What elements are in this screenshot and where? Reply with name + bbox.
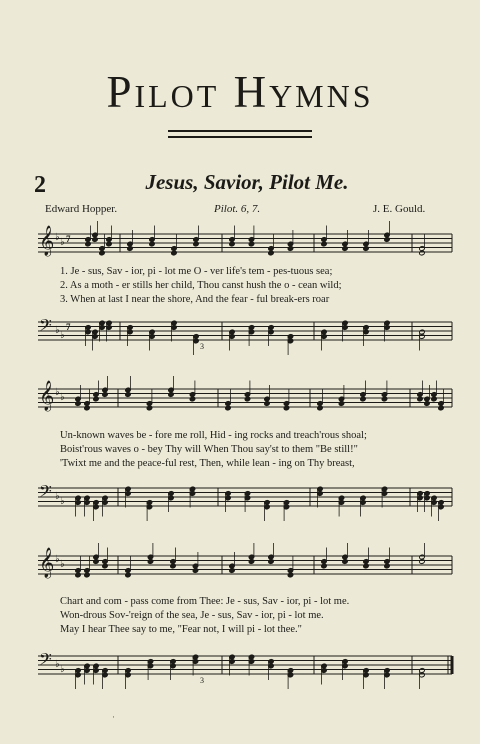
note-head (225, 405, 231, 411)
note-head (424, 401, 430, 407)
note-head (384, 563, 390, 569)
note-head (268, 250, 274, 256)
note-head (93, 396, 99, 402)
page-mark: · (112, 712, 115, 722)
note-head (229, 568, 235, 574)
treble-clef-icon: 𝄞 (39, 226, 55, 256)
flat-icon: ♭ (55, 232, 60, 243)
flat-icon: ♭ (60, 496, 65, 507)
title-rule-bottom (168, 136, 312, 138)
bass-clef-icon: 𝄢 (39, 481, 52, 505)
lyric-line: Chart and com - pass come from Thee: Je - sus, Sav - ior, pi - lot me. (60, 596, 350, 607)
flat-icon: ♭ (55, 387, 60, 398)
note-head (360, 396, 366, 402)
note-head (419, 250, 425, 256)
flat-icon: ♭ (60, 559, 65, 570)
note-head (193, 241, 199, 247)
time-signature: 7 (66, 234, 71, 244)
note-head (106, 241, 112, 247)
hymn-composer: J. E. Gould. (373, 203, 426, 215)
hymn-title: Jesus, Savior, Pilot Me. (145, 170, 349, 194)
flat-icon: ♭ (55, 491, 60, 502)
lyric-line: May I hear Thee say to me, "Fear not, I will pi - lot thee." (60, 624, 302, 635)
note-head (317, 405, 323, 411)
bass-staff (0, 472, 480, 528)
lyric-line: 2. As a moth - er stills her child, Thou canst hush the o - cean wild; (60, 280, 342, 291)
note-head (287, 246, 293, 252)
note-head (75, 401, 81, 407)
bass-clef-icon: 𝄢 (39, 315, 52, 339)
time-signature: 7 (66, 322, 71, 332)
note-head (127, 246, 133, 252)
lyric-line: 'Twixt me and the peace-ful rest, Then, while lean - ing on Thy breast, (60, 458, 355, 469)
note-head (384, 237, 390, 243)
flat-icon: ♭ (55, 659, 60, 670)
bass-staff (0, 310, 480, 362)
note-head (102, 392, 108, 398)
hymn-tune-meter: Pilot. 6, 7. (214, 203, 261, 215)
note-head (248, 241, 254, 247)
note-head (93, 559, 99, 565)
note-head (189, 396, 195, 402)
flat-icon: ♭ (60, 330, 65, 341)
note-head (168, 392, 174, 398)
note-head (287, 572, 293, 578)
note-head (84, 572, 90, 578)
note-head (417, 396, 423, 402)
book-title: Pilot Hymns (106, 67, 374, 117)
note-head (92, 237, 98, 243)
note-head (244, 396, 250, 402)
bass-staff (0, 640, 480, 696)
note-head (342, 559, 348, 565)
note-head (248, 559, 254, 565)
note-head (321, 241, 327, 247)
note-head (149, 241, 155, 247)
note-head (170, 563, 176, 569)
note-head (283, 405, 289, 411)
flat-icon: ♭ (60, 392, 65, 403)
note-head (75, 572, 81, 578)
bass-clef-icon: 𝄢 (39, 649, 52, 673)
note-head (85, 241, 91, 247)
note-head (321, 563, 327, 569)
note-head (268, 559, 274, 565)
treble-clef-icon: 𝄞 (39, 548, 55, 578)
treble-staff (0, 375, 480, 425)
note-head (147, 559, 153, 565)
lyric-line: Won-drous Sov-'reign of the sea, Je - sus, Sav - ior, pi - lot me. (60, 610, 324, 621)
note-head (171, 250, 177, 256)
flat-icon: ♭ (55, 325, 60, 336)
flat-icon: ♭ (60, 664, 65, 675)
treble-staff (0, 220, 480, 270)
note-head (229, 241, 235, 247)
note-head (125, 572, 131, 578)
note-head (431, 396, 437, 402)
lyric-line: Un-known waves be - fore me roll, Hid - ing rocks and treach'rous shoal; (60, 430, 367, 441)
note-head (338, 401, 344, 407)
hymn-number: 2 (34, 172, 46, 198)
note-head (84, 405, 90, 411)
note-head (125, 392, 131, 398)
triplet-mark: 3 (200, 342, 204, 351)
note-head (192, 568, 198, 574)
note-head (438, 405, 444, 411)
flat-icon: ♭ (55, 554, 60, 565)
lyric-line: 1. Je - sus, Sav - ior, pi - lot me O - ver life's tem - pes-tuous sea; (60, 266, 333, 277)
note-head (99, 250, 105, 256)
triplet-mark: 3 (200, 676, 204, 685)
treble-staff (0, 540, 480, 592)
flat-icon: ♭ (60, 237, 65, 248)
treble-clef-icon: 𝄞 (39, 381, 55, 411)
title-rule-top (168, 130, 312, 132)
note-head (146, 405, 152, 411)
hymn-author: Edward Hopper. (45, 203, 118, 215)
note-head (363, 246, 369, 252)
note-head (342, 246, 348, 252)
note-head (419, 559, 425, 565)
lyric-line: 3. When at last I near the shore, And the fear - ful break-ers roar (60, 294, 330, 305)
note-head (381, 396, 387, 402)
note-head (102, 563, 108, 569)
note-head (363, 563, 369, 569)
note-head (264, 401, 270, 407)
lyric-line: Boist'rous waves o - bey Thy will When Thou say'st to them "Be still!" (60, 444, 358, 455)
